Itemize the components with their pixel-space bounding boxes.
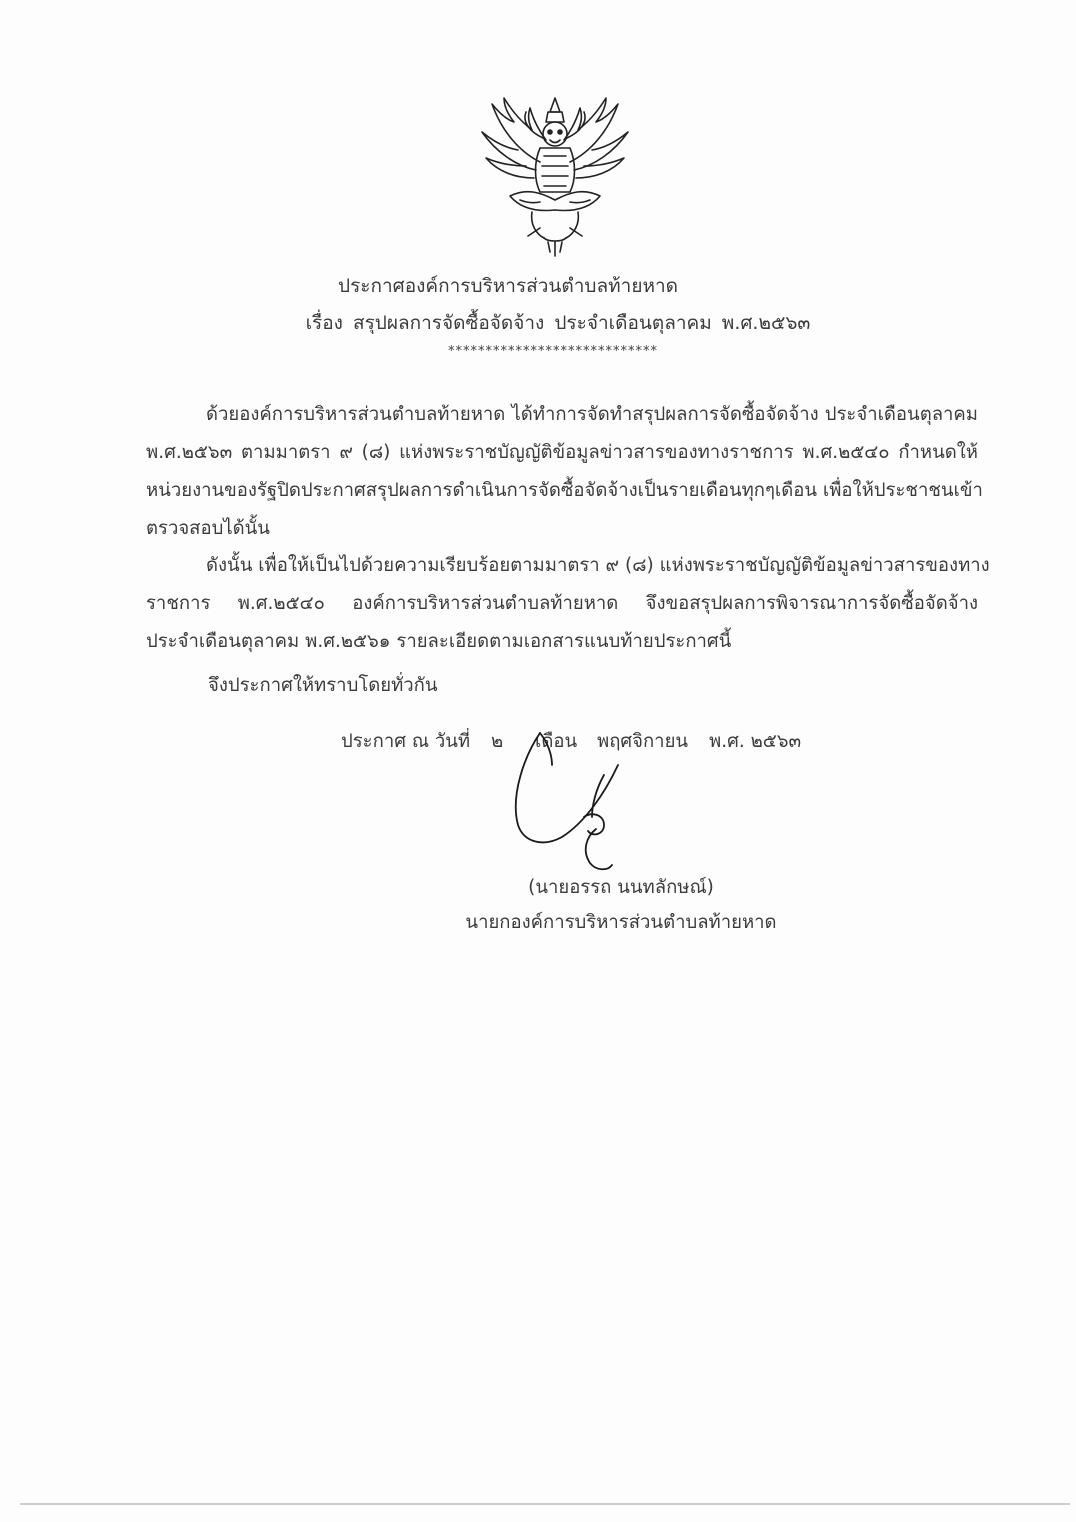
paragraph-line: ราชการ พ.ศ.๒๕๔๐ องค์การบริหารส่วนตำบลท้ายหาด จึงขอสรุปผลการพิจารณาการจัดซื้อจัดจ้าง — [146, 593, 978, 614]
date-month-label: เดือน — [535, 731, 578, 752]
title-separator: **************************** — [448, 344, 658, 359]
date-label: ประกาศ ณ วันที่ — [341, 731, 471, 752]
paragraph-line: ดังนั้น เพื่อให้เป็นไปด้วยความเรียบร้อยตามมาตรา ๙ (๘) แห่งพระราชบัญญัติข้อมูลข่าวสารของทาง — [206, 555, 990, 576]
date-year: พ.ศ. ๒๕๖๓ — [709, 731, 802, 752]
garuda-emblem-icon — [470, 92, 640, 262]
paragraph-line: ด้วยองค์การบริหารส่วนตำบลท้ายหาด ได้ทำการจัดทำสรุปผลการจัดซื้อจัดจ้าง ประจำเดือนตุลาคม — [206, 404, 978, 425]
paragraph-line: หน่วยงานของรัฐปิดประกาศสรุปผลการดำเนินการจัดซื้อจัดจ้างเป็นรายเดือนทุกๆเดือน เพื่อให้ประชาชนเข้า — [146, 480, 983, 501]
paragraph-2 — [146, 547, 990, 661]
announcement-title: ประกาศองค์การบริหารส่วนตำบลท้ายหาด — [338, 275, 678, 297]
page-bottom-edge — [20, 1503, 1070, 1505]
date-month: พฤศจิกายน — [597, 731, 689, 752]
paragraph-line: พ.ศ.๒๕๖๓ ตามมาตรา ๙ (๘) แห่งพระราชบัญญัติข้อมูลข่าวสารของทางราชการ พ.ศ.๒๕๔๐ กำหนดให้ — [146, 442, 978, 463]
signer-name: (นายอรรถ นนทลักษณ์) — [528, 877, 714, 898]
date-day: ๒ — [491, 731, 504, 752]
signer-title: นายกองค์การบริหารส่วนตำบลท้ายหาด — [465, 912, 777, 933]
paragraph-1 — [146, 396, 983, 548]
handwritten-signature — [500, 725, 630, 875]
closing-statement: จึงประกาศให้ทราบโดยทั่วกัน — [208, 675, 438, 696]
announcement-subject: เรื่อง สรุปผลการจัดซื้อจัดจ้าง ประจำเดือนตุลาคม พ.ศ.๒๕๖๓ — [305, 312, 811, 334]
paragraph-line: ประจำเดือนตุลาคม พ.ศ.๒๕๖๑ รายละเอียดตามเอกสารแนบท้ายประกาศนี้ — [146, 631, 732, 652]
paragraph-line: ตรวจสอบได้นั้น — [146, 518, 270, 539]
